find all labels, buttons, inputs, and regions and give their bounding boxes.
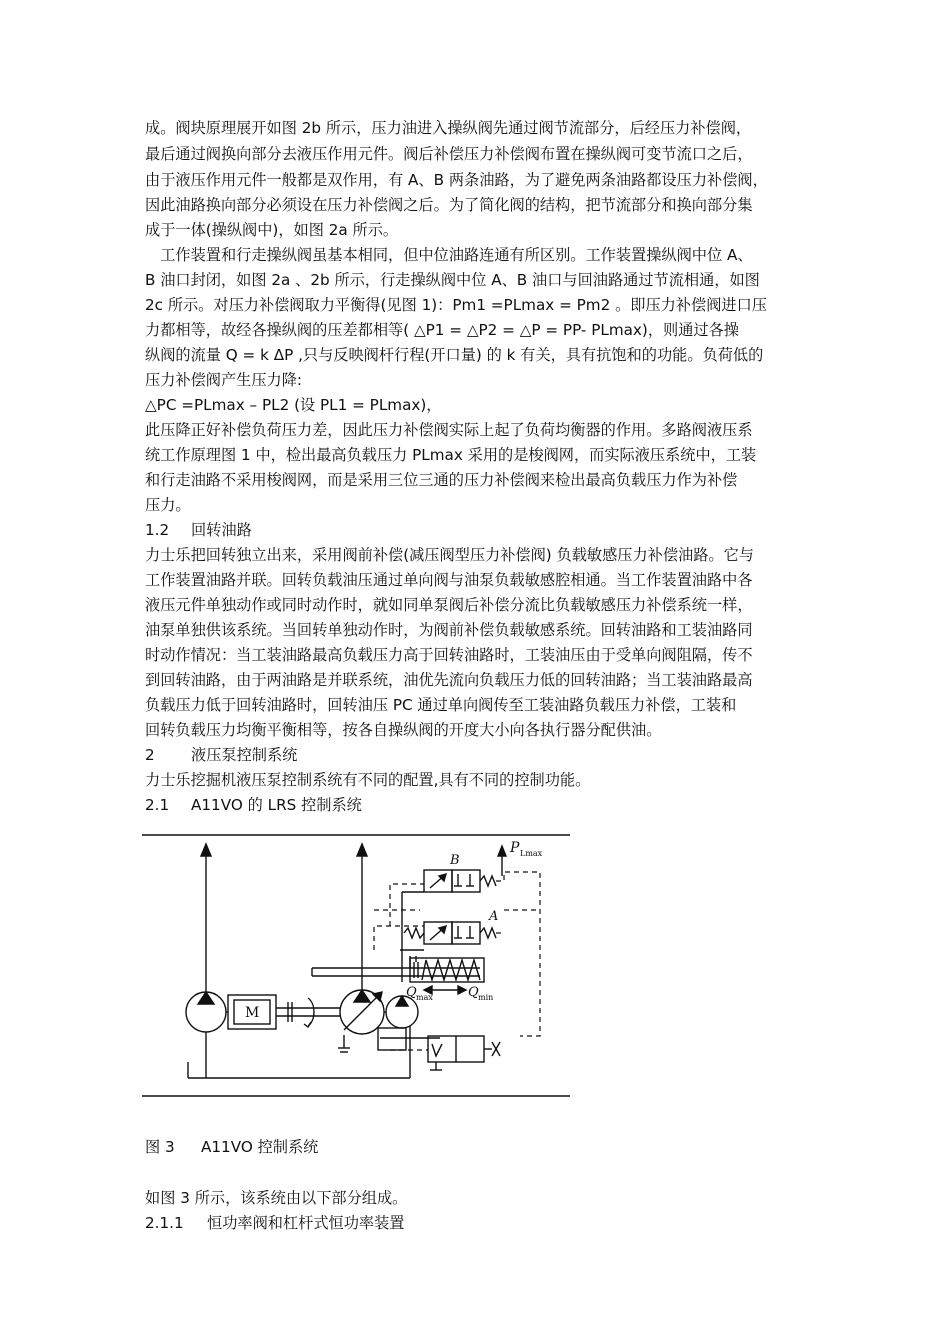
section-number: 2.1 bbox=[145, 796, 170, 814]
paragraph-6: 如图 3 所示，该系统由以下部分组成。 bbox=[145, 1189, 408, 1207]
text-line: 工作装置油路并联。回转负载油压通过单向阀与油泵负载敏感腔相通。当工作装置油路中各 bbox=[145, 571, 753, 589]
text-line: 因此油路换向部分必须设在压力补偿阀之后。为了简化阀的结构，把节流部分和换向部分集 bbox=[145, 196, 753, 214]
text-line: 时动作情况：当工装油路最高负载压力高于回转油路时，工装油压由于受单向阀阻隔，传不 bbox=[145, 646, 753, 664]
label-q-min-sub: min bbox=[478, 993, 494, 1002]
label-b: B bbox=[450, 853, 460, 868]
section-title: 液压泵控制系统 bbox=[191, 746, 298, 764]
caption-title: A11VO 控制系统 bbox=[201, 1138, 319, 1156]
orifice-symbol bbox=[492, 1042, 500, 1056]
section-number: 2 bbox=[145, 746, 155, 764]
text-line: 力士乐把回转独立出来，采用阀前补偿(减压阀型压力补偿阀) 负载敏感压力补偿油路。它与 bbox=[145, 546, 754, 564]
text-line: 由于液压作用元件一般都是双作用，有 A、B 两条油路，为了避免两条油路都设压力补偿阀， bbox=[145, 171, 768, 189]
label-q-min: Q bbox=[468, 985, 479, 1000]
text-line: 工作装置和行走操纵阀虽基本相同，但中位油路连通有所区别。工作装置操纵阀中位 A、 bbox=[145, 246, 753, 264]
section-title: 恒功率阀和杠杆式恒功率装置 bbox=[207, 1214, 405, 1232]
label-motor: M bbox=[245, 1005, 260, 1021]
label-p: P bbox=[510, 840, 520, 856]
section-heading-1-2 bbox=[145, 518, 252, 542]
regulator-spring bbox=[422, 960, 480, 980]
section-heading-2-1-1 bbox=[145, 1211, 404, 1235]
text-line: 2c 所示。对压力补偿阀取力平衡得(见图 1)：Pm1 =PLmax = Pm2 。即压力补偿阀进口压 bbox=[145, 296, 767, 314]
text-line: 油泵单独供该系统。当回转单独动作时，为阀前补偿负载敏感系统。回转油路和工装油路同 bbox=[145, 621, 753, 639]
text-line: 成。阀块原理展开如图 2b 所示，压力油进入操纵阀先通过阀节流部分，后经压力补偿阀， bbox=[145, 119, 752, 137]
formula: △PC =PLmax – PL2 (设 PL1 = PLmax)， bbox=[145, 396, 442, 414]
section-title: 回转油路 bbox=[191, 521, 252, 539]
section-title: A11VO 的 LRS 控制系统 bbox=[191, 796, 362, 814]
section-heading-2-1 bbox=[145, 793, 362, 817]
text-line: 压力补偿阀产生压力降: bbox=[145, 371, 302, 389]
valve-b-cell-2 bbox=[452, 870, 480, 892]
section-number: 2.1.1 bbox=[145, 1214, 184, 1232]
text-line: 最后通过阀换向部分去液压作用元件。阀后补偿压力补偿阀布置在操纵阀可变节流口之后， bbox=[145, 145, 753, 163]
text-line: 回转负载压力均衡平衡相等，按各自操纵阀的开度大小向各执行器分配供油。 bbox=[145, 721, 662, 739]
text-line: 纵阀的流量 Q = k ΔP ,只与反映阀杆行程(开口量) 的 k 有关，具有抗饱和的功能。负荷低的 bbox=[145, 346, 764, 364]
figure-caption bbox=[145, 1136, 318, 1157]
text-line: 此压降正好补偿负荷压力差，因此压力补偿阀实际上起了负荷均衡器的作用。多路阀液压系 bbox=[145, 421, 753, 439]
text-line: B 油口封闭，如图 2a 、2b 所示，行走操纵阀中位 A、B 油口与回油路通过节流相通，如图 bbox=[145, 271, 760, 289]
text-line: 和行走油路不采用梭阀网，而是采用三位三通的压力补偿阀来检出最高负载压力作为补偿 bbox=[145, 471, 738, 489]
valve-a-cell-2 bbox=[452, 922, 480, 944]
section-heading-2 bbox=[145, 743, 297, 767]
caption-number: 图 3 bbox=[145, 1138, 175, 1156]
hydraulic-schematic-figure bbox=[140, 830, 580, 1105]
text-line: 成于一体(操纵阀中)，如图 2a 所示。 bbox=[145, 221, 399, 239]
section-number: 1.2 bbox=[145, 521, 170, 539]
text-line: 负载压力低于回转油路时，回转油压 PC 通过单向阀传至工装油路负载压力补偿，工装和 bbox=[145, 696, 737, 714]
text-line: 压力。 bbox=[145, 496, 191, 514]
pilot-control-lines bbox=[374, 872, 540, 1050]
label-p-sub: Lmax bbox=[520, 849, 543, 858]
label-q-max: Q bbox=[406, 985, 417, 1000]
label-a: A bbox=[489, 909, 499, 924]
text-line: 到回转油路，由于两油路是并联系统，油优先流向负载压力低的回转油路；当工装油路最高 bbox=[145, 671, 753, 689]
text-line: 力都相等，故经各操纵阀的压差都相等( △P1 = △P2 = △P = PP- PLmax)，则通过各操 bbox=[145, 321, 739, 339]
text-line: 统工作原理图 1 中，检出最高负载压力 PLmax 采用的是梭阀网，而实际液压系统中，工装 bbox=[145, 446, 757, 464]
text-line: 液压元件单独动作或同时动作时，就如同单泵阀后补偿分流比负载敏感压力补偿系统一样， bbox=[145, 596, 753, 614]
paragraph-5: 力士乐挖掘机液压泵控制系统有不同的配置,具有不同的控制功能。 bbox=[145, 771, 591, 789]
label-q-max-sub: max bbox=[416, 993, 433, 1002]
